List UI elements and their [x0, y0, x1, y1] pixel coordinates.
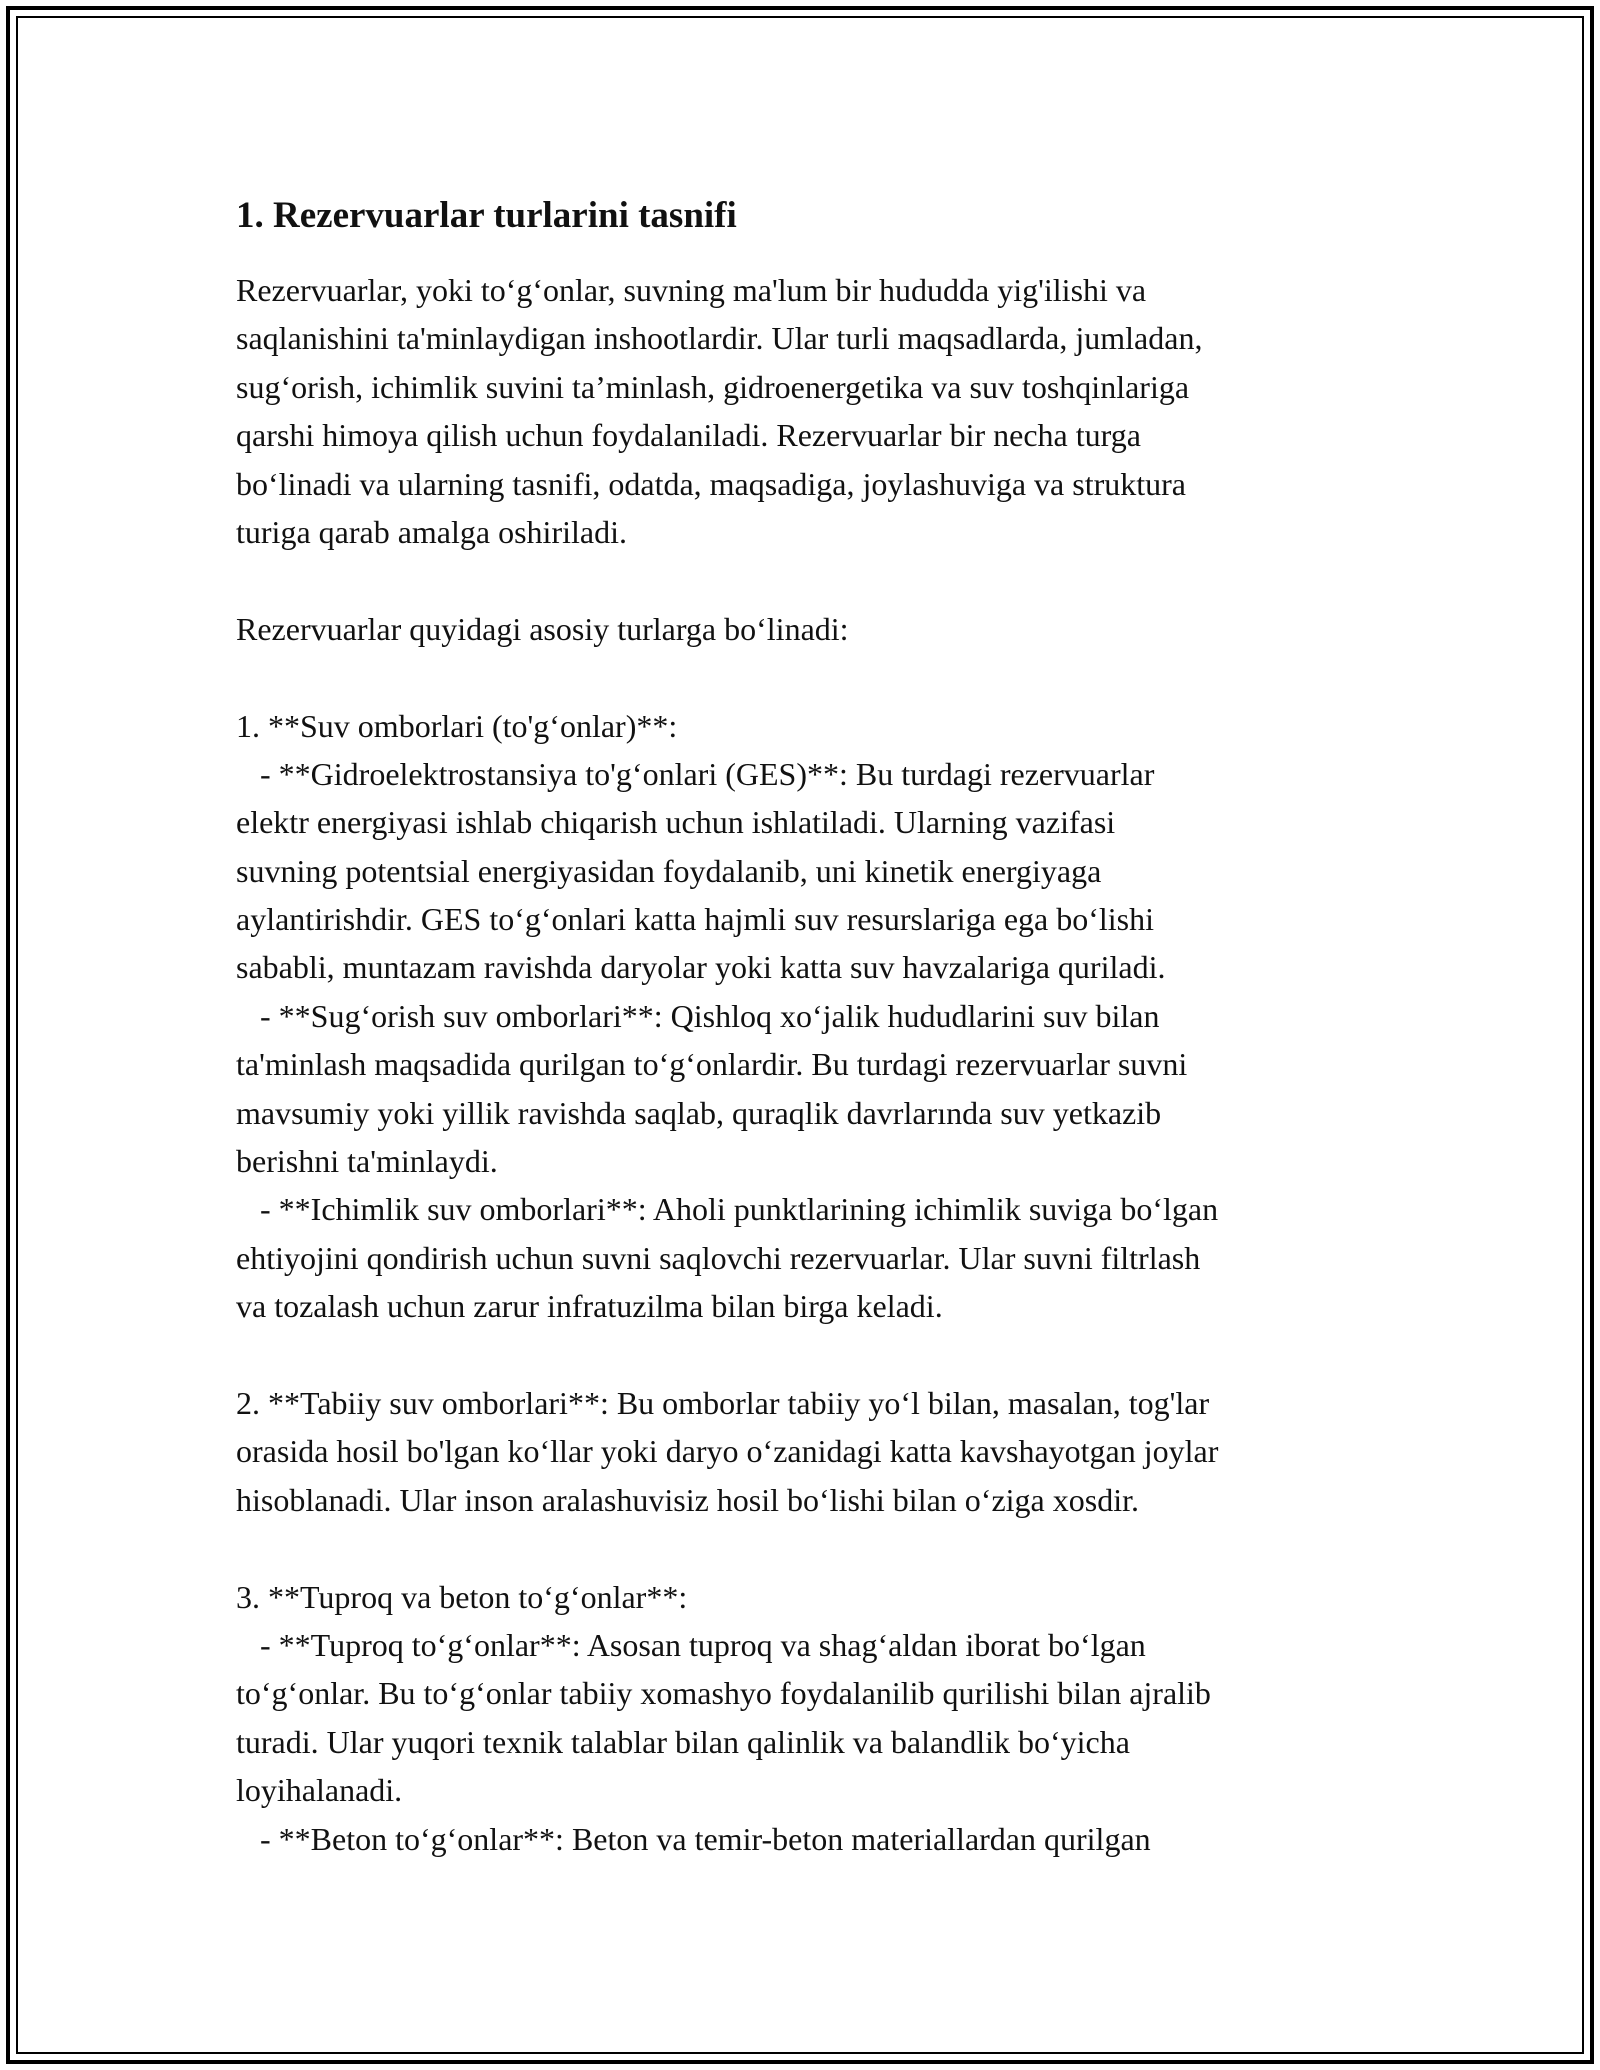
text-line: 3. **Tuproq va beton to‘g‘onlar**: [236, 1578, 688, 1615]
text-line: turiga qarab amalga oshiriladi. [236, 513, 627, 550]
document-body [236, 188, 1396, 1863]
text-line: - **Tuproq to‘g‘onlar**: Asosan tuproq va shag‘aldan iborat bo‘lgan [236, 1626, 1146, 1663]
text-line: Rezervuarlar quyidagi asosiy turlarga bo‘linadi: [236, 610, 849, 647]
blank-line [236, 1524, 1396, 1572]
text-line: loyihalanadi. [236, 1772, 403, 1809]
text-line: - **Beton to‘g‘onlar**: Beton va temir-beton materiallardan qurilgan [236, 1820, 1151, 1857]
paragraph-lines [236, 266, 1396, 1863]
text-line: 2. **Tabiiy suv omborlari**: Bu omborlar tabiiy yo‘l bilan, masalan, tog'lar [236, 1384, 1210, 1421]
text-line: sug‘orish, ichimlik suvini ta’minlash, gidroenergetika va suv toshqinlariga [236, 368, 1190, 405]
text-line: ehtiyojini qondirish uchun suvni saqlovchi rezervuarlar. Ular suvni filtrlash [236, 1239, 1201, 1276]
text-line: berishni ta'minlaydi. [236, 1143, 498, 1180]
text-line: suvning potentsial energiyasidan foydalanib, uni kinetik energiyaga [236, 852, 1102, 889]
text-line: mavsumiy yoki yillik ravishda saqlab, quraqlik davrlarında suv yetkazib [236, 1094, 1162, 1131]
text-line: - **Sug‘orish suv omborlari**: Qishloq xo‘jalik hududlarini suv bilan [236, 997, 1160, 1034]
blank-line [236, 1331, 1396, 1379]
text-line: sababli, muntazam ravishda daryolar yoki katta suv havzalariga quriladi. [236, 949, 1166, 986]
blank-line [236, 653, 1396, 701]
text-line: ta'minlash maqsadida qurilgan to‘g‘onlardir. Bu turdagi rezervuarlar suvni [236, 1046, 1188, 1083]
text-line: to‘g‘onlar. Bu to‘g‘onlar tabiiy xomashyo foydalanilib qurilishi bilan ajralib [236, 1675, 1211, 1712]
text-line: elektr energiyasi ishlab chiqarish uchun ishlatiladi. Ularning vazifasi [236, 804, 1116, 841]
text-line: saqlanishini ta'minlaydigan inshootlardir. Ular turli maqsadlarda, jumladan, [236, 320, 1203, 357]
text-line: va tozalash uchun zarur infratuzilma bilan birga keladi. [236, 1288, 943, 1325]
text-line: bo‘linadi va ularning tasnifi, odatda, maqsadiga, joylashuviga va struktura [236, 465, 1186, 502]
text-line: turadi. Ular yuqori texnik talablar bilan qalinlik va balandlik bo‘yicha [236, 1723, 1130, 1760]
text-line: orasida hosil bo'lgan ko‘llar yoki daryo o‘zanidagi katta kavshayotgan joylar [236, 1433, 1219, 1470]
text-line: hisoblanadi. Ular inson aralashuvisiz hosil bo‘lishi bilan o‘ziga xosdir. [236, 1481, 1139, 1518]
text-line: - **Gidroelektrostansiya to'g‘onlari (GES)**: Bu turdagi rezervuarlar [236, 755, 1155, 792]
text-line: Rezervuarlar, yoki to‘g‘onlar, suvning ma'lum bir hududda yig'ilishi va [236, 272, 1147, 308]
text-line: 1. **Suv omborlari (to'g‘onlar)**: [236, 707, 678, 744]
blank-line [236, 556, 1396, 604]
text-line: aylantirishdir. GES to‘g‘onlari katta hajmli suv resurslariga ega bo‘lishi [236, 901, 1155, 938]
text-line: qarshi himoya qilish uchun foydalaniladi. Rezervuarlar bir necha turga [236, 417, 1141, 454]
section-title: 1. Rezervuarlar turlarini tasnifi [236, 195, 737, 236]
text-line: - **Ichimlik suv omborlari**: Aholi punktlarining ichimlik suviga bo‘lgan [236, 1191, 1219, 1228]
